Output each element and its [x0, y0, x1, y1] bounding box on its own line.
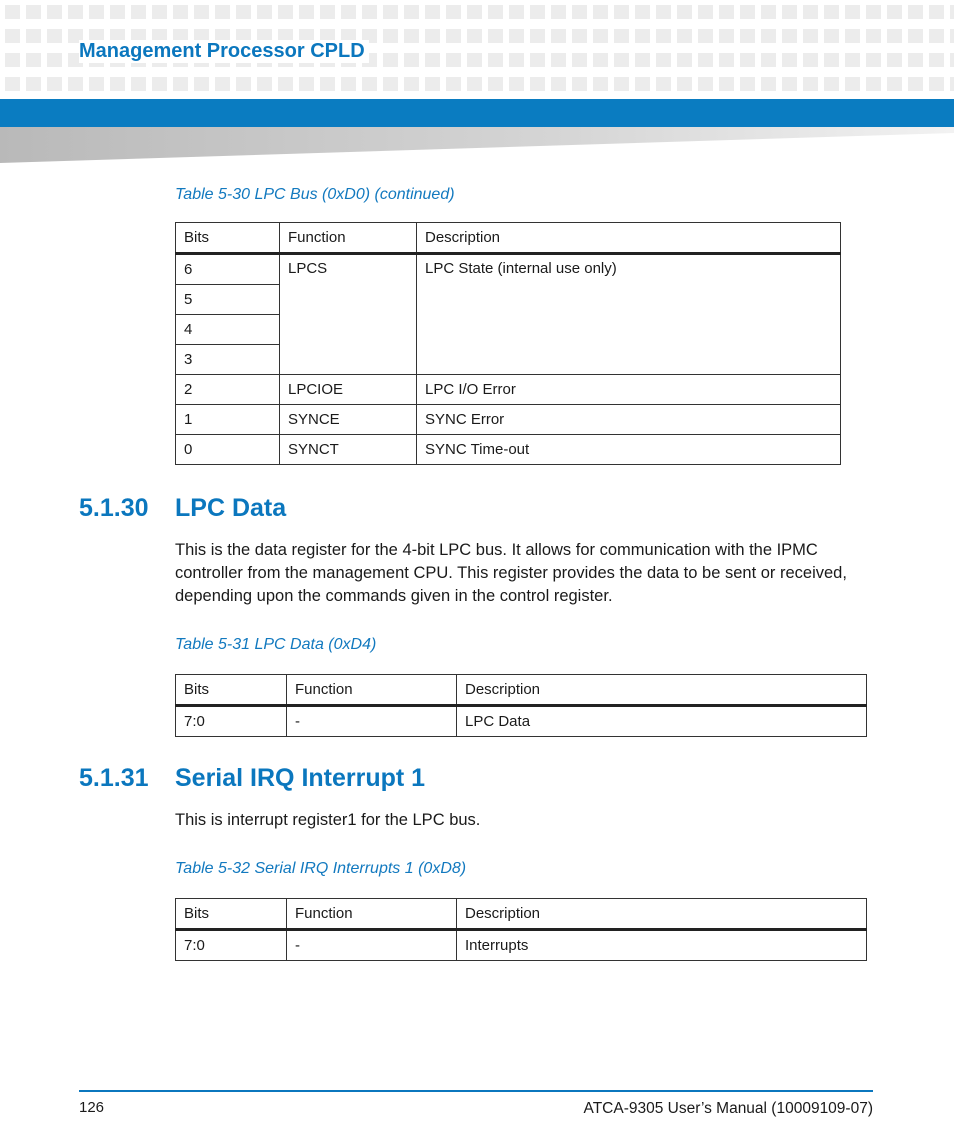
header-dot [26, 5, 41, 19]
header-dot [656, 5, 671, 19]
header-dot [551, 5, 566, 19]
header-dot [47, 29, 62, 43]
section-body: This is interrupt register1 for the LPC bus. [175, 811, 481, 829]
section-title: Serial IRQ Interrupt 1 [175, 764, 426, 792]
header-dot [740, 77, 755, 91]
header-dot [173, 5, 188, 19]
header-dot [635, 53, 650, 67]
table-row [176, 254, 841, 285]
header-dot [5, 53, 20, 67]
header-dot [950, 77, 954, 91]
header-dot [803, 29, 818, 43]
header-dot [299, 5, 314, 19]
header-dot [215, 5, 230, 19]
header-dot [845, 5, 860, 19]
header-dot [425, 29, 440, 43]
header-dot [425, 53, 440, 67]
header-dot [446, 29, 461, 43]
header-dot [404, 5, 419, 19]
header-dot [488, 5, 503, 19]
header-dot [593, 53, 608, 67]
header-dot [950, 29, 954, 43]
header-dot [740, 53, 755, 67]
table-header-row [176, 899, 867, 930]
header-dot [845, 53, 860, 67]
header-dot [614, 29, 629, 43]
header-dot [824, 5, 839, 19]
header-dot [89, 77, 104, 91]
header-dot [761, 29, 776, 43]
function-cell: SYNCT [280, 435, 417, 465]
header-dot [320, 5, 335, 19]
header-dot [677, 5, 692, 19]
header-dot [530, 29, 545, 43]
header-dot [530, 77, 545, 91]
header-dot [488, 53, 503, 67]
column-header: Function [287, 899, 457, 930]
function-cell: LPCIOE [280, 375, 417, 405]
header-dot [719, 29, 734, 43]
header-dot [698, 29, 713, 43]
header-dot [740, 5, 755, 19]
document-title: ATCA-9305 User’s Manual (10009109-07) [583, 1100, 873, 1117]
header-dot [467, 29, 482, 43]
header-dot [950, 53, 954, 67]
header-dot [803, 5, 818, 19]
header-dot [719, 53, 734, 67]
section-heading-serial-irq [79, 764, 425, 793]
section-number: 5.1.31 [79, 764, 149, 792]
header-dot [551, 29, 566, 43]
table-row [176, 706, 867, 737]
header-dot [5, 5, 20, 19]
bits-cell: 7:0 [176, 706, 287, 737]
footer-rule [79, 1090, 873, 1092]
table-caption: Table 5-32 Serial IRQ Interrupts 1 (0xD8) [175, 860, 467, 877]
bits-cell: 1 [176, 405, 280, 435]
section-heading-lpc-data [79, 494, 286, 523]
header-dot [845, 77, 860, 91]
section-title: LPC Data [175, 494, 287, 522]
header-dot [656, 29, 671, 43]
header-dot [425, 77, 440, 91]
bits-cell: 2 [176, 375, 280, 405]
header-dot [404, 77, 419, 91]
function-cell: SYNCE [280, 405, 417, 435]
header-dot [509, 29, 524, 43]
header-dot [362, 5, 377, 19]
header-dot [530, 5, 545, 19]
header-dot [782, 29, 797, 43]
header-dot [593, 29, 608, 43]
header-dot [824, 29, 839, 43]
header-dot [467, 5, 482, 19]
header-dot [866, 5, 881, 19]
header-blue-bar [0, 99, 954, 127]
header-dot [551, 53, 566, 67]
header-dot [761, 5, 776, 19]
header-dot [677, 77, 692, 91]
header-dot [362, 77, 377, 91]
description-cell: LPC I/O Error [417, 375, 841, 405]
column-header: Description [417, 223, 841, 254]
header-dot [866, 53, 881, 67]
description-cell: SYNC Error [417, 405, 841, 435]
bits-cell: 7:0 [176, 930, 287, 961]
header-dot [26, 53, 41, 67]
header-dot [383, 77, 398, 91]
header-dot [215, 77, 230, 91]
table-row [176, 930, 867, 961]
header-dot [929, 29, 944, 43]
header-dot [677, 29, 692, 43]
header-dot [467, 53, 482, 67]
header-dot [278, 77, 293, 91]
header-dot [593, 77, 608, 91]
description-cell: SYNC Time-out [417, 435, 841, 465]
header-dot [509, 53, 524, 67]
header-dot [467, 77, 482, 91]
header-dot [572, 77, 587, 91]
header-dot [47, 5, 62, 19]
header-dot [782, 77, 797, 91]
header-dot [929, 5, 944, 19]
column-header: Bits [176, 675, 287, 706]
header-dot [26, 77, 41, 91]
header-dot [488, 77, 503, 91]
header-dot [908, 5, 923, 19]
header-dot [26, 29, 41, 43]
header-dot [887, 53, 902, 67]
register-table-serial-irq [175, 898, 867, 961]
header-dot [425, 5, 440, 19]
header-dot [782, 5, 797, 19]
header-dot [257, 77, 272, 91]
header-dot [887, 29, 902, 43]
header-dot [404, 53, 419, 67]
header-dot [68, 5, 83, 19]
description-cell: LPC State (internal use only) [417, 254, 841, 375]
header-gray-sweep [0, 127, 954, 163]
column-header: Function [287, 675, 457, 706]
column-header: Bits [176, 899, 287, 930]
bits-cell: 6 [176, 254, 280, 285]
header-dot [572, 5, 587, 19]
header-dot [383, 5, 398, 19]
table-row [176, 435, 841, 465]
function-cell: LPCS [280, 254, 417, 375]
header-dot [446, 53, 461, 67]
header-dot [110, 77, 125, 91]
header-dot [68, 77, 83, 91]
header-dot [824, 77, 839, 91]
header-dot [5, 29, 20, 43]
bits-cell: 0 [176, 435, 280, 465]
header-dot [152, 77, 167, 91]
header-dot [257, 5, 272, 19]
header-dot [299, 77, 314, 91]
header-dot [698, 77, 713, 91]
table-caption: Table 5-30 LPC Bus (0xD0) (continued) [175, 186, 455, 203]
header-dot [509, 5, 524, 19]
table-row [176, 405, 841, 435]
header-dot [761, 53, 776, 67]
header-dot [404, 29, 419, 43]
header-dot [572, 53, 587, 67]
header-dot [173, 77, 188, 91]
header-dot [614, 5, 629, 19]
header-dot [635, 5, 650, 19]
header-dot [320, 77, 335, 91]
header-dot [698, 5, 713, 19]
header-dot [635, 77, 650, 91]
header-dot [152, 5, 167, 19]
header-dot [614, 77, 629, 91]
section-body: This is the data register for the 4-bit LPC bus. It allows for communication with the IPMC controller from the management CPU. This register provides the data to be sent or received, depending upon the commands given in the control register. [175, 541, 847, 605]
header-dot [824, 53, 839, 67]
column-header: Function [280, 223, 417, 254]
header-dot [929, 53, 944, 67]
header-dot [572, 29, 587, 43]
header-dot [89, 5, 104, 19]
header-dot [236, 77, 251, 91]
header-dot [803, 53, 818, 67]
table-row [176, 375, 841, 405]
header-dot [383, 29, 398, 43]
table-header-row [176, 675, 867, 706]
header-dot [887, 5, 902, 19]
bits-cell: 3 [176, 345, 280, 375]
header-dot [929, 77, 944, 91]
register-table-lpc-data [175, 674, 867, 737]
header-dot [950, 5, 954, 19]
header-dot [698, 53, 713, 67]
header-dot [845, 29, 860, 43]
header-dot [782, 53, 797, 67]
header-dot [47, 53, 62, 67]
bits-cell: 5 [176, 285, 280, 315]
header-dot [614, 53, 629, 67]
header-dot [509, 77, 524, 91]
table-caption: Table 5-31 LPC Data (0xD4) [175, 636, 377, 653]
register-table-lpc-bus [175, 222, 841, 465]
header-dot [656, 77, 671, 91]
header-dot [719, 5, 734, 19]
header-dot [47, 77, 62, 91]
description-cell: LPC Data [457, 706, 867, 737]
header-dot [866, 29, 881, 43]
header-dot [635, 29, 650, 43]
header-dot [887, 77, 902, 91]
header-dot [383, 53, 398, 67]
section-number: 5.1.30 [79, 494, 149, 522]
header-dot [110, 5, 125, 19]
page-number: 126 [79, 1099, 105, 1116]
table-header-row [176, 223, 841, 254]
header-dot [908, 29, 923, 43]
header-dot [740, 29, 755, 43]
column-header: Description [457, 675, 867, 706]
header-dot [131, 77, 146, 91]
header-dot [131, 5, 146, 19]
function-cell: - [287, 930, 457, 961]
bits-cell: 4 [176, 315, 280, 345]
header-dot [278, 5, 293, 19]
header-dot [803, 77, 818, 91]
column-header: Bits [176, 223, 280, 254]
header-dot [593, 5, 608, 19]
column-header: Description [457, 899, 867, 930]
header-dot [341, 5, 356, 19]
header-dot [488, 29, 503, 43]
header-dot [530, 53, 545, 67]
header-dot [719, 77, 734, 91]
header-dot [908, 77, 923, 91]
header-dot [446, 5, 461, 19]
running-header-title: Management Processor CPLD [79, 40, 369, 63]
header-dot [761, 77, 776, 91]
header-dot [551, 77, 566, 91]
header-dot [236, 5, 251, 19]
header-dot [656, 53, 671, 67]
header-dot [908, 53, 923, 67]
header-dot [446, 77, 461, 91]
function-cell: - [287, 706, 457, 737]
header-dot [5, 77, 20, 91]
header-dot [866, 77, 881, 91]
header-dot [341, 77, 356, 91]
description-cell: Interrupts [457, 930, 867, 961]
header-dot [194, 77, 209, 91]
header-dot [677, 53, 692, 67]
header-dot [194, 5, 209, 19]
